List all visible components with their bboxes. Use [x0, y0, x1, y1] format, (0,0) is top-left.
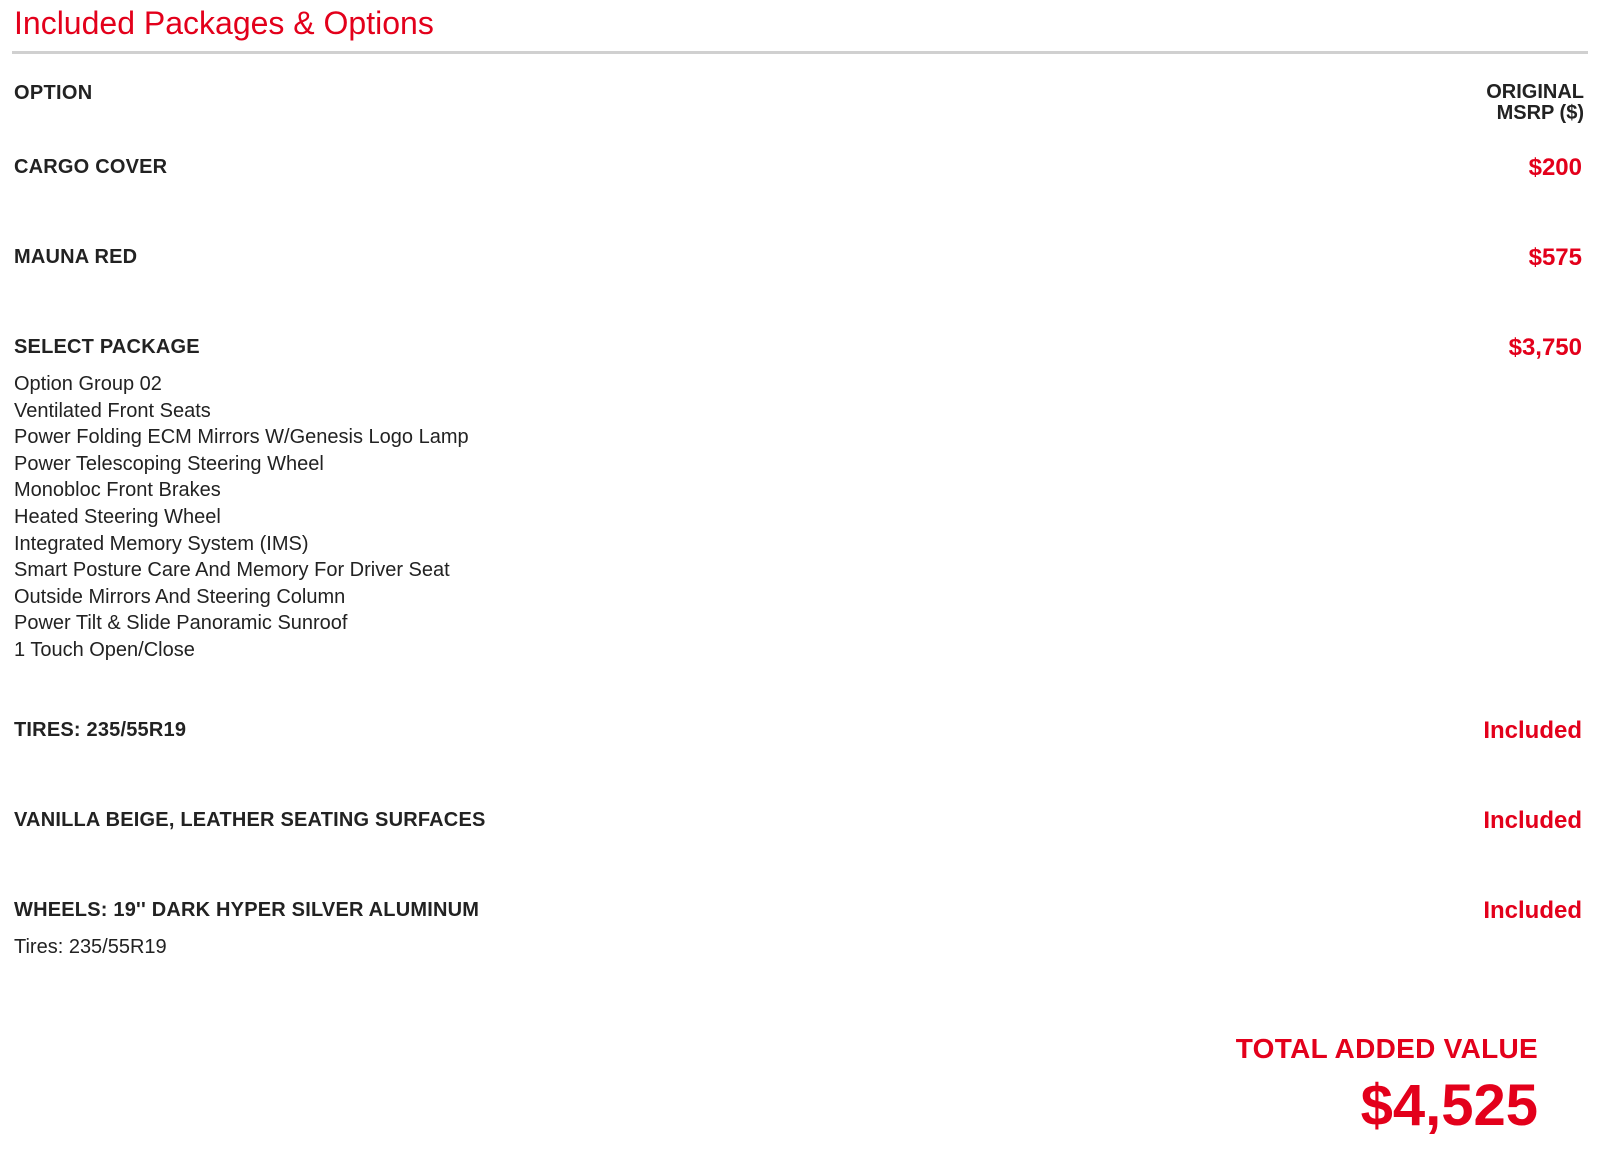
option-name: WHEELS: 19'' DARK HYPER SILVER ALUMINUM	[14, 899, 480, 921]
package-item: Heated Steering Wheel	[14, 505, 221, 528]
option-price: Included	[1483, 897, 1582, 924]
option-details-list	[14, 934, 1586, 961]
option-row-wheels	[14, 898, 1586, 961]
package-item: Integrated Memory System (IMS)	[14, 532, 309, 555]
option-name: SELECT PACKAGE	[14, 336, 200, 358]
option-name: CARGO COVER	[14, 156, 168, 178]
total-label: TOTAL ADDED VALUE	[1235, 1033, 1538, 1064]
option-price: $575	[1528, 244, 1582, 271]
package-contents-list	[14, 371, 1586, 664]
package-item: Power Tilt & Slide Panoramic Sunroof	[14, 612, 348, 635]
table-header	[14, 82, 1586, 124]
option-name: VANILLA BEIGE, LEATHER SEATING SURFACES	[14, 809, 486, 831]
package-item: Ventilated Front Seats	[14, 399, 211, 422]
section-title: Included Packages & Options	[14, 5, 434, 41]
option-price: $200	[1528, 154, 1582, 181]
option-row-cargo-cover	[14, 155, 1586, 181]
package-item: Outside Mirrors And Steering Column	[14, 585, 346, 608]
included-options-panel	[14, 0, 1586, 1169]
msrp-column-header	[1384, 82, 1584, 124]
option-row-mauna-red	[14, 245, 1586, 271]
msrp-header-line1: ORIGINAL	[1486, 81, 1584, 103]
option-price: Included	[1483, 717, 1582, 744]
msrp-header-line2: MSRP ($)	[1496, 102, 1584, 124]
option-name: TIRES: 235/55R19	[14, 719, 187, 741]
package-item: Power Folding ECM Mirrors W/Genesis Logo Lamp	[14, 426, 469, 449]
option-price: Included	[1483, 807, 1582, 834]
package-item: Power Telescoping Steering Wheel	[14, 452, 324, 475]
option-row-select-package	[14, 335, 1586, 664]
option-name: MAUNA RED	[14, 246, 138, 268]
package-item: Option Group 02	[14, 373, 162, 395]
total-value: $4,525	[1360, 1073, 1538, 1138]
title-divider	[12, 51, 1588, 54]
option-price: $3,750	[1508, 334, 1582, 361]
option-detail-item: Tires: 235/55R19	[14, 936, 167, 958]
option-column-header: OPTION	[14, 82, 93, 104]
package-item: 1 Touch Open/Close	[14, 638, 195, 661]
package-item: Smart Posture Care And Memory For Driver Seat	[14, 559, 450, 582]
option-row-vanilla-beige	[14, 808, 1586, 834]
package-item: Monobloc Front Brakes	[14, 479, 221, 502]
option-row-tires	[14, 718, 1586, 744]
total-added-value	[1236, 1032, 1538, 1138]
